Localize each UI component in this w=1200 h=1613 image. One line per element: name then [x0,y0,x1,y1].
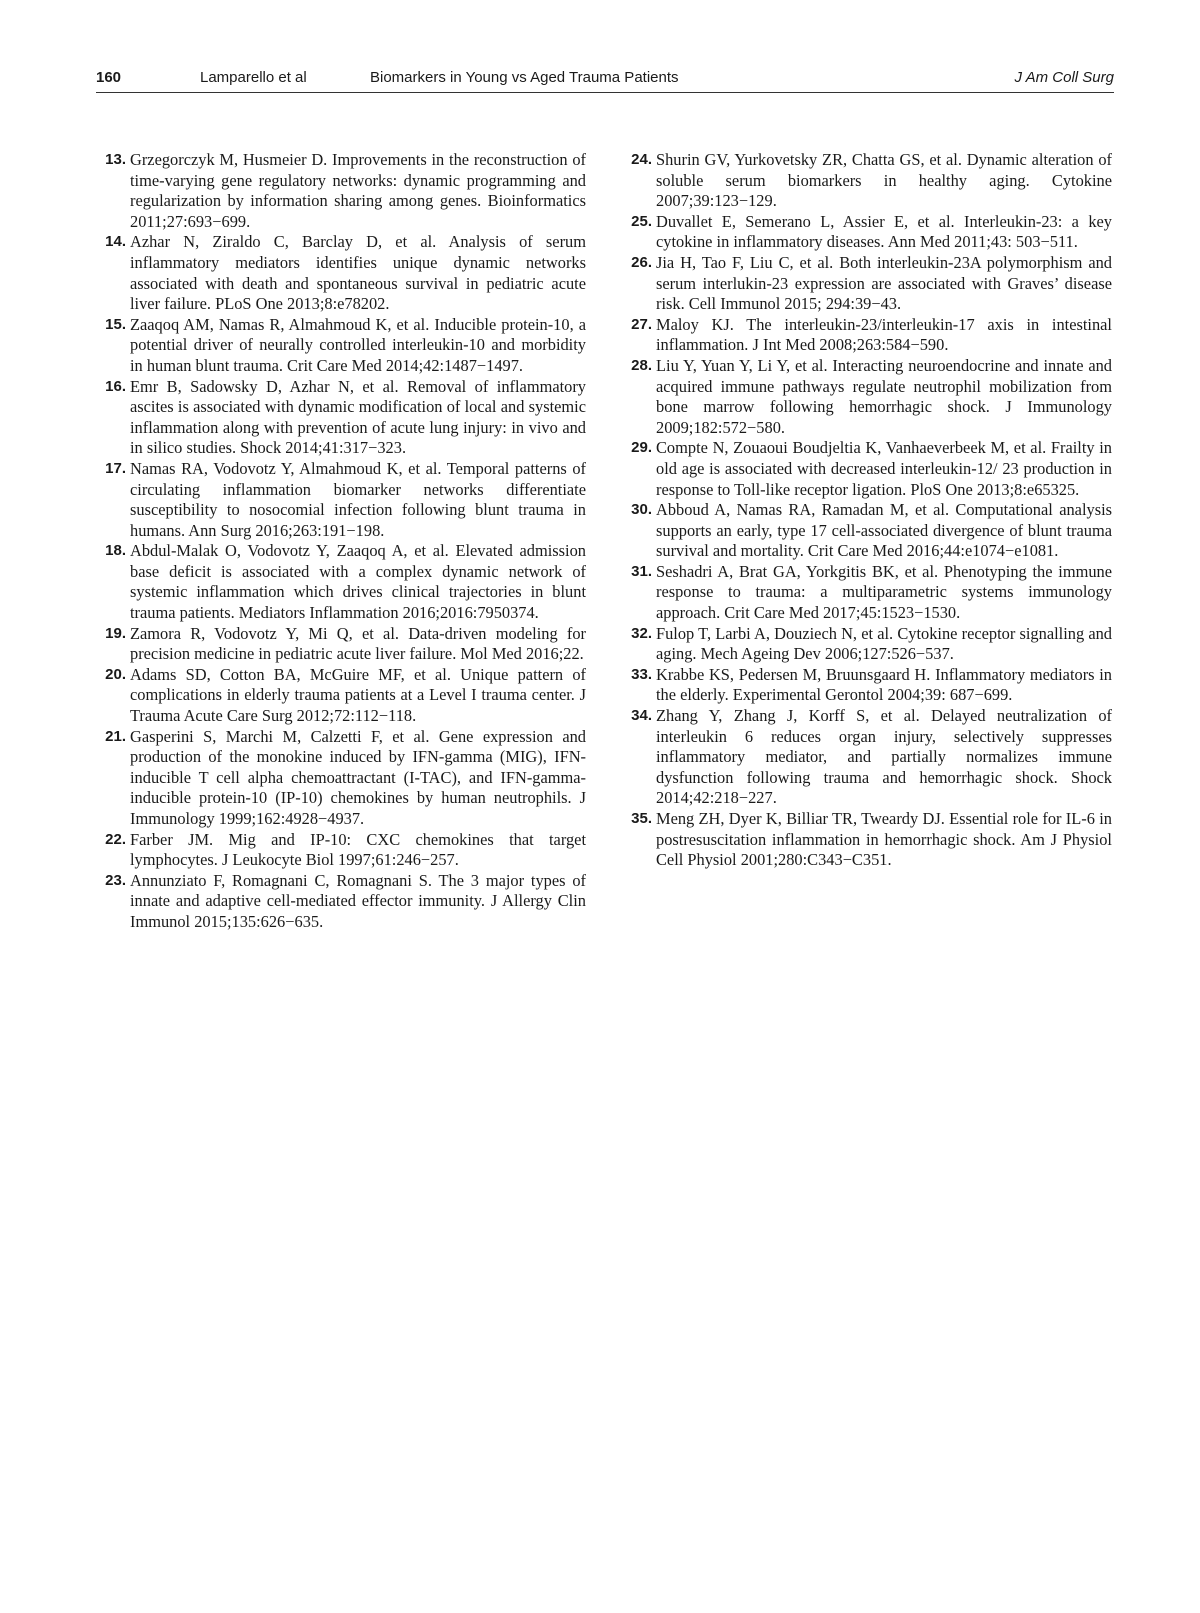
reference-number: 18. [105,542,126,560]
reference-item [622,253,1112,315]
reference-item [622,438,1112,500]
reference-item [622,706,1112,809]
reference-text: Gasperini S, Marchi M, Calzetti F, et al. Gene expression and production of the monokine induced by IFN-gamma (MIG), IFN-inducible T cell alpha chemoattractant (I-TAC), and IFN-gamma-inducible protein-10 (IP-10) chemokines by human neutrophils. J Immunology 1999;162:4928−4937. [130,726,586,828]
reference-text: Krabbe KS, Pedersen M, Bruunsgaard H. Inflammatory mediators in the elderly. Experimental Gerontol 2004;39: 687−699. [656,664,1112,705]
reference-text: Azhar N, Ziraldo C, Barclay D, et al. Analysis of serum inflammatory mediators identifies unique dynamic networks associated with death and spontaneous survival in pediatric acute liver failure. PLoS One 2013;8:e78202. [130,232,586,314]
running-header [96,66,1114,93]
reference-item [96,624,586,665]
reference-item [96,150,586,232]
reference-number: 24. [631,151,652,168]
reference-text: Adams SD, Cotton BA, McGuire MF, et al. Unique pattern of complications in elderly trauma patients at a Level I trauma center. J Trauma Acute Care Surg 2012;72:112−118. [130,664,586,726]
reference-text: Maloy KJ. The interleukin-23/interleukin-17 axis in intestinal inflammation. J Int Med 2008;263:584−590. [656,314,1112,355]
reference-text: Duvallet E, Semerano L, Assier E, et al. Interleukin-23: a key cytokine in inflammatory diseases. Ann Med 2011;43: 503−511. [656,211,1112,252]
reference-number: 15. [105,315,126,333]
reference-text: Jia H, Tao F, Liu C, et al. Both interleukin-23A polymorphism and serum interlukin-23 expression are associated with Graves’ disease risk. Cell Immunol 2015; 294:39−43. [656,252,1112,314]
reference-item [96,459,586,541]
reference-number: 14. [105,233,126,251]
reference-item [622,500,1112,562]
reference-item [96,727,586,830]
reference-number: 13. [105,151,126,168]
reference-number: 34. [631,707,652,725]
reference-item [622,624,1112,665]
running-title: Biomarkers in Young vs Aged Trauma Patients [370,69,679,86]
reference-item [96,377,586,459]
reference-text: Abdul-Malak O, Vodovotz Y, Zaaqoq A, et al. Elevated admission base deficit is associated with a complex dynamic network of systemic inflammation which drives clinical trajectories in blunt trauma patients. Mediators Inflammation 2016;2016:7950374. [130,541,586,623]
reference-number: 16. [105,377,126,395]
reference-number: 22. [105,830,126,848]
reference-number: 28. [631,356,652,374]
reference-text: Farber JM. Mig and IP-10: CXC chemokines that target lymphocytes. J Leukocyte Biol 1997;61:246−257. [130,829,586,870]
reference-text: Compte N, Zouaoui Boudjeltia K, Vanhaeverbeek M, et al. Frailty in old age is associated with decreased interleukin-12/ 23 production in response to Toll-like receptor ligation. PloS One 2013;8:e65325. [656,438,1112,499]
reference-text: Emr B, Sadowsky D, Azhar N, et al. Removal of inflammatory ascites is associated with dynamic modification of local and systemic inflammation along with prevention of acute lung injury: in vivo and in silico studies. Shock 2014;41:317−323. [130,376,586,458]
reference-item [96,541,586,623]
page-number: 160 [96,69,122,86]
running-authors: Lamparello et al [200,69,307,86]
reference-text: Liu Y, Yuan Y, Li Y, et al. Interacting neuroendocrine and innate and acquired immune pathways regulate neutrophil mobilization from bone marrow following hemorrhagic shock. J Immunology 2009;182:572−580. [656,355,1112,437]
reference-text: Zaaqoq AM, Namas R, Almahmoud K, et al. Inducible protein-10, a potential driver of neurally controlled interleukin-10 and morbidity in human blunt trauma. Crit Care Med 2014;42:1487−1497. [130,314,586,375]
reference-item [96,830,586,871]
reference-item [622,809,1112,871]
reference-text: Grzegorczyk M, Husmeier D. Improvements in the reconstruction of time-varying gene regulatory networks: dynamic programming and regularization by information sharing among genes. Bioinformatics 2011;27:693−699. [130,150,586,231]
reference-number: 29. [631,439,652,457]
reference-item [96,665,586,727]
reference-text: Shurin GV, Yurkovetsky ZR, Chatta GS, et al. Dynamic alteration of soluble serum biomarkers in healthy aging. Cytokine 2007;39:123−129. [656,150,1112,211]
reference-text: Fulop T, Larbi A, Douziech N, et al. Cytokine receptor signalling and aging. Mech Ageing Dev 2006;127:526−537. [656,623,1112,664]
references-right-column [622,150,1112,871]
reference-text: Abboud A, Namas RA, Ramadan M, et al. Computational analysis supports an early, type 17 cell-associated divergence of blunt trauma survival and mortality. Crit Care Med 2016;44:e1074−e1081. [656,500,1112,561]
reference-text: Annunziato F, Romagnani C, Romagnani S. The 3 major types of innate and adaptive cell-mediated effector immunity. J Allergy Clin Immunol 2015;135:626−635. [130,870,586,931]
reference-number: 19. [105,624,126,642]
reference-item [622,315,1112,356]
references-left-column [96,150,586,933]
journal-name: J Am Coll Surg [1014,69,1114,86]
reference-text: Zhang Y, Zhang J, Korff S, et al. Delayed neutralization of interleukin 6 reduces organ injury, selectively suppresses inflammatory mediator, and partially normalizes immune dysfunction following trauma and hemorrhagic shock. Shock 2014;42:218−227. [656,706,1112,808]
reference-number: 35. [631,810,652,827]
reference-number: 26. [631,253,652,271]
reference-item [96,315,586,377]
reference-number: 25. [631,212,652,230]
reference-item [622,356,1112,438]
reference-item [96,232,586,314]
reference-item [622,562,1112,624]
reference-number: 30. [631,501,652,519]
reference-number: 33. [631,665,652,683]
reference-number: 21. [105,727,126,745]
reference-item [96,871,586,933]
reference-text: Namas RA, Vodovotz Y, Almahmoud K, et al. Temporal patterns of circulating inflammation biomarker networks differentiate susceptibility to nosocomial infection following blunt trauma in humans. Ann Surg 2016;263:191−198. [130,458,586,540]
reference-item [622,212,1112,253]
reference-item [622,150,1112,212]
reference-item [622,665,1112,706]
reference-number: 23. [105,871,126,889]
reference-number: 32. [631,624,652,642]
reference-number: 20. [105,665,126,683]
reference-number: 31. [631,562,652,580]
reference-text: Zamora R, Vodovotz Y, Mi Q, et al. Data-driven modeling for precision medicine in pediatric acute liver failure. Mol Med 2016;22. [130,623,586,664]
reference-text: Meng ZH, Dyer K, Billiar TR, Tweardy DJ. Essential role for IL-6 in postresuscitation inflammation in hemorrhagic shock. Am J Physiol Cell Physiol 2001;280:C343−C351. [656,809,1112,870]
reference-number: 27. [631,315,652,333]
reference-number: 17. [105,459,126,477]
reference-text: Seshadri A, Brat GA, Yorkgitis BK, et al. Phenotyping the immune response to trauma: a multiparametric systems immunology approach. Crit Care Med 2017;45:1523−1530. [656,561,1112,623]
